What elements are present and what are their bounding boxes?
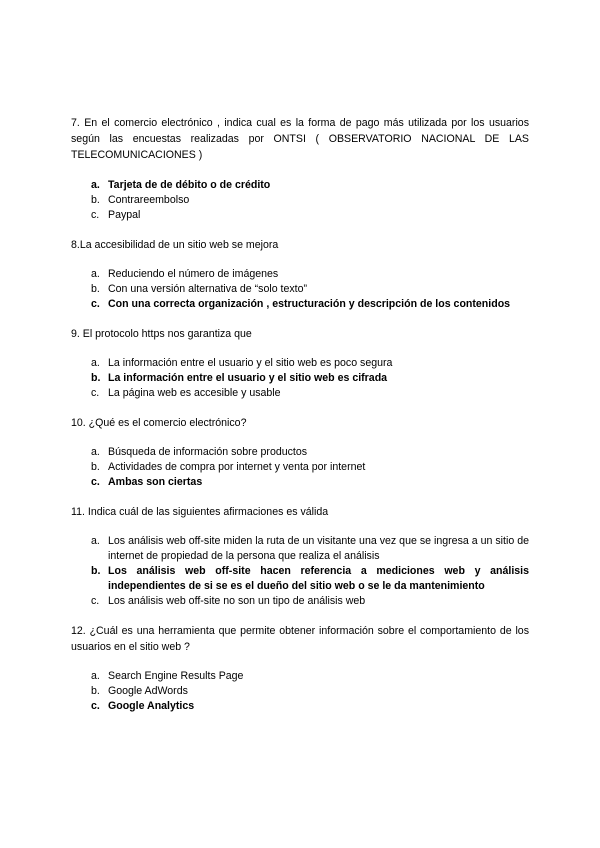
options-list	[71, 178, 529, 223]
option-text: Contrareembolso	[108, 194, 190, 206]
option-text: Google AdWords	[108, 685, 188, 697]
options-list	[71, 356, 529, 401]
option-a	[71, 356, 529, 371]
option-b	[71, 460, 529, 475]
option-marker: a.	[91, 179, 100, 191]
option-text: La página web es accesible y usable	[108, 387, 281, 399]
option-c	[71, 386, 529, 401]
option-b	[71, 371, 529, 386]
options-list	[71, 267, 529, 312]
option-marker: a.	[91, 268, 100, 280]
option-marker: b.	[91, 194, 100, 206]
option-text: La información entre el usuario y el sitio web es cifrada	[108, 372, 388, 384]
question-7	[71, 115, 529, 163]
option-text: Ambas son ciertas	[108, 476, 203, 488]
option-text: Search Engine Results Page	[108, 670, 244, 682]
option-b	[71, 684, 529, 699]
option-b	[71, 193, 529, 208]
option-marker: b.	[91, 372, 101, 384]
options-list	[71, 445, 529, 490]
option-c	[71, 699, 529, 714]
question-9-text: 9. El protocolo https nos garantiza que	[71, 328, 252, 340]
question-12-text: 12. ¿Cuál es una herramienta que permite obtener información sobre el comportamiento de los usuarios en el sitio web ?	[71, 625, 529, 653]
option-marker: c.	[91, 298, 100, 310]
options-list	[71, 534, 529, 609]
option-a	[71, 267, 529, 282]
option-a	[71, 534, 529, 564]
question-text: 7. En el comercio electrónico , indica cual es la forma de pago más utilizada por los usuarios según las encuestas realizadas por ONTSI ( OBSERVATORIO NACIONAL DE LAS TELECOMUNICACIONES )	[71, 117, 529, 161]
option-a	[71, 445, 529, 460]
option-text: Los análisis web off-site no son un tipo de análisis web	[108, 595, 366, 607]
option-c	[71, 208, 529, 223]
option-text: Actividades de compra por internet y venta por internet	[108, 461, 366, 473]
option-text: Tarjeta de de débito o de crédito	[108, 179, 271, 191]
option-marker: c.	[91, 700, 100, 712]
option-text: Paypal	[108, 209, 141, 221]
option-b	[71, 282, 529, 297]
option-c	[71, 297, 529, 312]
question-8-text: 8.La accesibilidad de un sitio web se mejora	[71, 239, 279, 251]
question-10-text: 10. ¿Qué es el comercio electrónico?	[71, 417, 247, 429]
option-text: Los análisis web off-site hacen referencia a mediciones web y análisis independientes de si se es el dueño del sitio web o se le da mantenimiento	[108, 565, 529, 592]
option-a	[71, 669, 529, 684]
option-marker: c.	[91, 387, 100, 399]
option-marker: b.	[91, 461, 100, 473]
option-c	[71, 475, 529, 490]
option-marker: a.	[91, 535, 100, 547]
option-marker: a.	[91, 670, 100, 682]
option-marker: b.	[91, 685, 100, 697]
option-marker: a.	[91, 446, 100, 458]
option-b	[71, 564, 529, 594]
option-c	[71, 594, 529, 609]
question-11-text: 11. Indica cuál de las siguientes afirmaciones es válida	[71, 506, 329, 518]
option-text: La información entre el usuario y el sitio web es poco segura	[108, 357, 393, 369]
option-text: Los análisis web off-site miden la ruta de un visitante una vez que se ingresa a un sitio de internet de propiedad de la persona que realiza el análisis	[108, 535, 529, 562]
option-marker: a.	[91, 357, 100, 369]
option-marker: c.	[91, 476, 100, 488]
option-text: Búsqueda de información sobre productos	[108, 446, 308, 458]
option-marker: b.	[91, 565, 101, 577]
option-text: Con una versión alternativa de “solo texto”	[108, 283, 308, 295]
options-list	[71, 669, 529, 714]
option-text: Google Analytics	[108, 700, 195, 712]
option-marker: c.	[91, 209, 100, 221]
option-a	[71, 178, 529, 193]
option-text: Con una correcta organización , estructuración y descripción de los contenidos	[108, 298, 511, 310]
option-marker: c.	[91, 595, 100, 607]
option-marker: b.	[91, 283, 100, 295]
option-text: Reduciendo el número de imágenes	[108, 268, 279, 280]
